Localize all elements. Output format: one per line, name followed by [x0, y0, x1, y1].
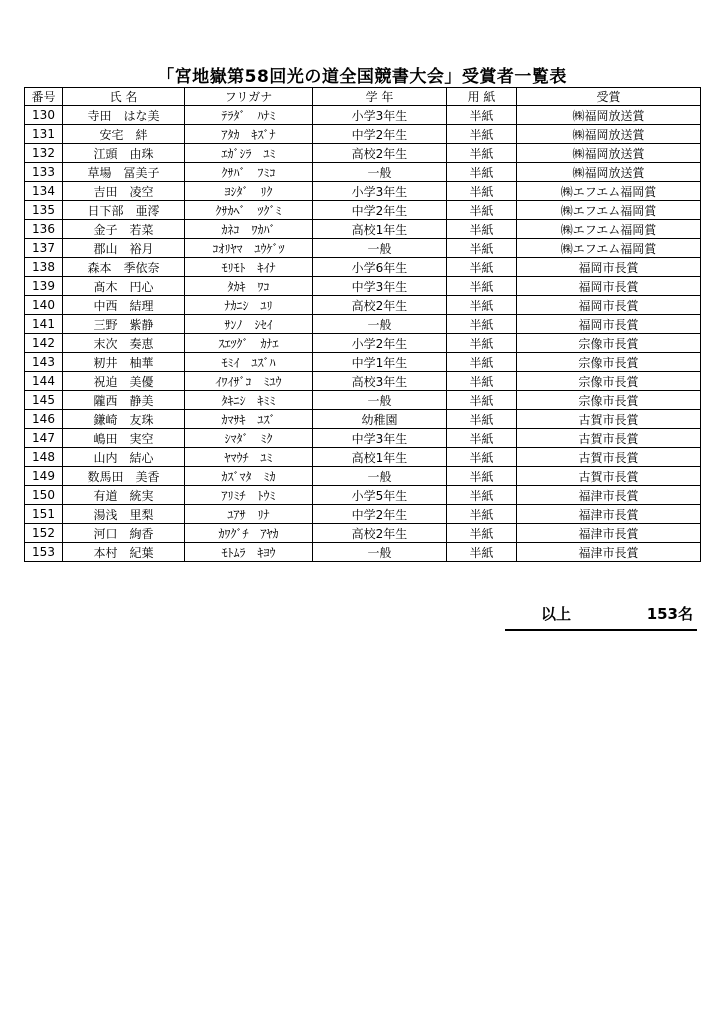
cell-furigana: ｸｻﾊﾞ ﾌﾐｺ [185, 163, 313, 182]
table-row [25, 410, 701, 429]
cell-number: 137 [25, 239, 63, 258]
cell-award: ㈱福岡放送賞 [517, 106, 701, 125]
cell-paper: 半紙 [447, 106, 517, 125]
cell-furigana: ｴｶﾞｼﾗ ﾕﾐ [185, 144, 313, 163]
cell-furigana: ｲﾜｲｻﾞｺ ﾐﾕｳ [185, 372, 313, 391]
cell-paper: 半紙 [447, 467, 517, 486]
cell-furigana: ｶﾏｻｷ ﾕｽﾞ [185, 410, 313, 429]
cell-grade: 小学2年生 [313, 334, 447, 353]
cell-award: 福津市長賞 [517, 524, 701, 543]
page-title: 「宮地嶽第58回光の道全国競書大会」受賞者一覧表 [157, 67, 567, 87]
cell-name: 籾井 柚華 [63, 353, 185, 372]
footer-ijo-label: 以上 [541, 605, 572, 623]
cell-grade: 高校2年生 [313, 524, 447, 543]
cell-grade: 中学2年生 [313, 505, 447, 524]
cell-number: 144 [25, 372, 63, 391]
table-header-row [25, 88, 701, 106]
cell-paper: 半紙 [447, 258, 517, 277]
cell-grade: 高校1年生 [313, 220, 447, 239]
cell-paper: 半紙 [447, 524, 517, 543]
header-award: 受賞 [517, 88, 701, 106]
table-row [25, 296, 701, 315]
table-row [25, 391, 701, 410]
cell-furigana: ｽｴﾂｸﾞ ｶﾅｴ [185, 334, 313, 353]
cell-award: 福岡市長賞 [517, 258, 701, 277]
table-row [25, 258, 701, 277]
cell-name: 隴西 静美 [63, 391, 185, 410]
cell-furigana: ﾔﾏｳﾁ ﾕﾐ [185, 448, 313, 467]
table-row [25, 524, 701, 543]
cell-award: 福津市長賞 [517, 486, 701, 505]
cell-number: 153 [25, 543, 63, 562]
cell-name: 中西 結理 [63, 296, 185, 315]
cell-paper: 半紙 [447, 239, 517, 258]
cell-furigana: ｺｵﾘﾔﾏ ﾕｳｹﾞﾂ [185, 239, 313, 258]
table-row [25, 505, 701, 524]
cell-number: 146 [25, 410, 63, 429]
table-row [25, 315, 701, 334]
cell-grade: 小学3年生 [313, 106, 447, 125]
header-number: 番号 [25, 88, 63, 106]
header-paper: 用 紙 [447, 88, 517, 106]
cell-name: 末次 奏恵 [63, 334, 185, 353]
cell-number: 149 [25, 467, 63, 486]
cell-award: 古賀市長賞 [517, 448, 701, 467]
cell-name: 吉田 凌空 [63, 182, 185, 201]
cell-grade: 一般 [313, 239, 447, 258]
table-body [25, 106, 701, 562]
cell-furigana: ｶｽﾞﾏﾀ ﾐｶ [185, 467, 313, 486]
cell-paper: 半紙 [447, 372, 517, 391]
cell-furigana: ｼﾏﾀﾞ ﾐｸ [185, 429, 313, 448]
header-furigana: フリガナ [185, 88, 313, 106]
cell-furigana: ｻﾝﾉ ｼｾｲ [185, 315, 313, 334]
cell-award: ㈱エフエム福岡賞 [517, 201, 701, 220]
cell-award: ㈱エフエム福岡賞 [517, 182, 701, 201]
cell-award: 福津市長賞 [517, 543, 701, 562]
table-row [25, 543, 701, 562]
cell-award: ㈱福岡放送賞 [517, 144, 701, 163]
cell-award: 宗像市長賞 [517, 334, 701, 353]
cell-grade: 幼稚園 [313, 410, 447, 429]
cell-number: 150 [25, 486, 63, 505]
cell-number: 152 [25, 524, 63, 543]
cell-number: 151 [25, 505, 63, 524]
table-row [25, 448, 701, 467]
cell-name: 河口 絢香 [63, 524, 185, 543]
cell-name: 数馬田 美香 [63, 467, 185, 486]
cell-grade: 小学5年生 [313, 486, 447, 505]
table-row [25, 182, 701, 201]
cell-award: ㈱福岡放送賞 [517, 125, 701, 144]
footer-total-count: 153名 [646, 605, 693, 623]
cell-name: 髙木 円心 [63, 277, 185, 296]
cell-paper: 半紙 [447, 315, 517, 334]
cell-award: 古賀市長賞 [517, 467, 701, 486]
cell-number: 139 [25, 277, 63, 296]
cell-name: 森本 季依奈 [63, 258, 185, 277]
cell-name: 日下部 亜澪 [63, 201, 185, 220]
cell-award: ㈱エフエム福岡賞 [517, 220, 701, 239]
cell-number: 134 [25, 182, 63, 201]
cell-award: 宗像市長賞 [517, 372, 701, 391]
cell-grade: 高校2年生 [313, 296, 447, 315]
table-row [25, 277, 701, 296]
cell-furigana: ｶﾈｺ ﾜｶﾊﾞ [185, 220, 313, 239]
cell-award: ㈱福岡放送賞 [517, 163, 701, 182]
cell-paper: 半紙 [447, 429, 517, 448]
cell-paper: 半紙 [447, 410, 517, 429]
cell-paper: 半紙 [447, 353, 517, 372]
awardee-table [24, 87, 701, 562]
cell-grade: 中学1年生 [313, 353, 447, 372]
cell-name: 草場 冨美子 [63, 163, 185, 182]
header-grade: 学 年 [313, 88, 447, 106]
table-row [25, 201, 701, 220]
cell-name: 安宅 絆 [63, 125, 185, 144]
cell-grade: 中学3年生 [313, 277, 447, 296]
cell-number: 130 [25, 106, 63, 125]
cell-grade: 一般 [313, 543, 447, 562]
cell-furigana: ｱﾘﾐﾁ ﾄｳﾐ [185, 486, 313, 505]
cell-grade: 中学3年生 [313, 429, 447, 448]
cell-award: 古賀市長賞 [517, 429, 701, 448]
footer-total [505, 601, 697, 631]
cell-name: 祝迫 美優 [63, 372, 185, 391]
table-row [25, 106, 701, 125]
cell-grade: 一般 [313, 391, 447, 410]
cell-number: 131 [25, 125, 63, 144]
table-row [25, 144, 701, 163]
cell-grade: 高校1年生 [313, 448, 447, 467]
cell-furigana: ｶﾜｸﾞﾁ ｱﾔｶ [185, 524, 313, 543]
cell-grade: 高校2年生 [313, 144, 447, 163]
cell-furigana: ｸｻｶﾍﾞ ﾂｸﾞﾐ [185, 201, 313, 220]
cell-award: 福岡市長賞 [517, 296, 701, 315]
cell-grade: 一般 [313, 163, 447, 182]
cell-paper: 半紙 [447, 182, 517, 201]
cell-furigana: ﾓﾘﾓﾄ ｷｲﾅ [185, 258, 313, 277]
cell-name: 金子 若菜 [63, 220, 185, 239]
cell-grade: 中学2年生 [313, 201, 447, 220]
cell-furigana: ﾃﾗﾀﾞ ﾊﾅﾐ [185, 106, 313, 125]
cell-name: 郡山 裕月 [63, 239, 185, 258]
cell-number: 133 [25, 163, 63, 182]
table-row [25, 353, 701, 372]
cell-grade: 一般 [313, 467, 447, 486]
cell-paper: 半紙 [447, 505, 517, 524]
cell-number: 148 [25, 448, 63, 467]
cell-number: 140 [25, 296, 63, 315]
cell-furigana: ﾀｶｷ ﾜｺ [185, 277, 313, 296]
cell-grade: 小学3年生 [313, 182, 447, 201]
cell-paper: 半紙 [447, 391, 517, 410]
cell-paper: 半紙 [447, 125, 517, 144]
cell-grade: 小学6年生 [313, 258, 447, 277]
cell-paper: 半紙 [447, 334, 517, 353]
cell-paper: 半紙 [447, 220, 517, 239]
cell-number: 147 [25, 429, 63, 448]
cell-furigana: ﾖｼﾀﾞ ﾘｸ [185, 182, 313, 201]
table-row [25, 372, 701, 391]
cell-paper: 半紙 [447, 543, 517, 562]
cell-paper: 半紙 [447, 296, 517, 315]
cell-award: 福岡市長賞 [517, 277, 701, 296]
cell-name: 本村 紀葉 [63, 543, 185, 562]
cell-paper: 半紙 [447, 144, 517, 163]
table-row [25, 467, 701, 486]
cell-furigana: ﾅｶﾆｼ ﾕﾘ [185, 296, 313, 315]
table-row [25, 220, 701, 239]
cell-paper: 半紙 [447, 486, 517, 505]
cell-furigana: ﾓﾐｲ ﾕｽﾞﾊ [185, 353, 313, 372]
cell-number: 143 [25, 353, 63, 372]
cell-paper: 半紙 [447, 163, 517, 182]
cell-name: 寺田 はな美 [63, 106, 185, 125]
cell-name: 江頭 由珠 [63, 144, 185, 163]
table-row [25, 239, 701, 258]
cell-number: 145 [25, 391, 63, 410]
cell-paper: 半紙 [447, 448, 517, 467]
cell-name: 湯浅 里梨 [63, 505, 185, 524]
table-row [25, 429, 701, 448]
table-row [25, 486, 701, 505]
cell-name: 鎌崎 友珠 [63, 410, 185, 429]
cell-furigana: ﾓﾄﾑﾗ ｷﾖｳ [185, 543, 313, 562]
cell-number: 138 [25, 258, 63, 277]
cell-award: 福岡市長賞 [517, 315, 701, 334]
cell-award: 宗像市長賞 [517, 353, 701, 372]
cell-furigana: ﾀｷﾆｼ ｷﾐﾐ [185, 391, 313, 410]
cell-grade: 高校3年生 [313, 372, 447, 391]
cell-paper: 半紙 [447, 277, 517, 296]
cell-number: 141 [25, 315, 63, 334]
cell-award: 古賀市長賞 [517, 410, 701, 429]
table-row [25, 125, 701, 144]
cell-paper: 半紙 [447, 201, 517, 220]
table-row [25, 163, 701, 182]
cell-number: 142 [25, 334, 63, 353]
cell-name: 有道 統実 [63, 486, 185, 505]
cell-award: ㈱エフエム福岡賞 [517, 239, 701, 258]
cell-name: 山内 結心 [63, 448, 185, 467]
cell-grade: 一般 [313, 315, 447, 334]
cell-award: 福津市長賞 [517, 505, 701, 524]
cell-number: 136 [25, 220, 63, 239]
cell-award: 宗像市長賞 [517, 391, 701, 410]
cell-number: 132 [25, 144, 63, 163]
cell-grade: 中学2年生 [313, 125, 447, 144]
cell-name: 三野 紫静 [63, 315, 185, 334]
header-name: 氏 名 [63, 88, 185, 106]
table-row [25, 334, 701, 353]
cell-furigana: ｱﾀｶ ｷｽﾞﾅ [185, 125, 313, 144]
cell-furigana: ﾕｱｻ ﾘﾅ [185, 505, 313, 524]
cell-number: 135 [25, 201, 63, 220]
cell-name: 嶋田 実空 [63, 429, 185, 448]
